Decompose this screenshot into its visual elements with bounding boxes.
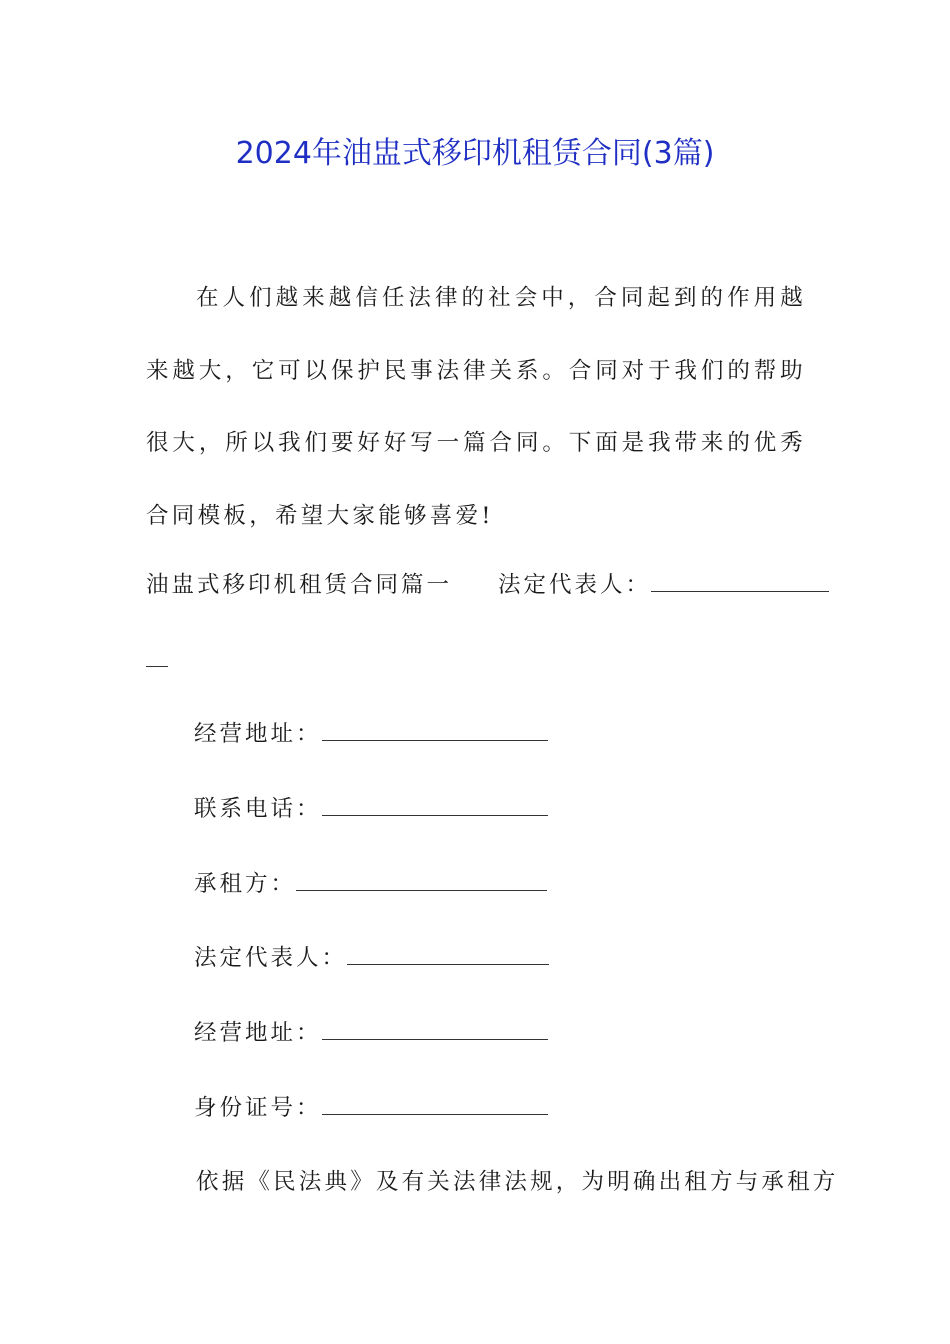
field-blank-lessee[interactable] — [296, 864, 547, 891]
field-row-legal-rep-2 — [194, 936, 549, 980]
field-row-business-address-1 — [194, 712, 548, 756]
field-blank-legal-rep-1-continuation — [146, 650, 168, 667]
intro-paragraph: 在人们越来越信任法律的社会中，合同起到的作用越来越大，它可以保护民事法律关系。合同对于我们的帮助很大，所以我们要好好写一篇合同。下面是我带来的优秀合同模板，希望大家能够喜爱! — [146, 285, 806, 529]
field-blank-legal-rep-2[interactable] — [347, 938, 549, 965]
field-label-contact-phone: 联系电话： — [194, 796, 322, 822]
field-row-business-address-2 — [194, 1011, 548, 1055]
field-blank-id-number[interactable] — [322, 1088, 548, 1115]
section-heading: 油盅式移印机租赁合同篇一 — [146, 572, 453, 598]
field-label-legal-rep-1: 法定代表人： — [498, 572, 652, 598]
field-label-id-number: 身份证号： — [194, 1095, 322, 1121]
final-paragraph: 依据《民法典》及有关法律法规，为明确出租方与承租方 — [196, 1169, 839, 1195]
field-blank-business-address-1[interactable] — [322, 714, 548, 741]
field-row-id-number — [194, 1086, 548, 1130]
field-blank-legal-rep-1[interactable] — [651, 565, 829, 592]
heading-line — [146, 563, 829, 607]
field-blank-contact-phone[interactable] — [322, 789, 548, 816]
field-label-business-address-1: 经营地址： — [194, 721, 322, 747]
field-blank-business-address-2[interactable] — [322, 1013, 548, 1040]
field-label-legal-rep-2: 法定代表人： — [194, 945, 348, 971]
field-row-lessee — [194, 862, 547, 906]
field-label-lessee: 承租方： — [194, 871, 297, 897]
field-label-business-address-2: 经营地址： — [194, 1020, 322, 1046]
field-row-contact-phone — [194, 787, 548, 831]
document-title: 2024年油盅式移印机租赁合同(3篇) — [235, 136, 715, 171]
